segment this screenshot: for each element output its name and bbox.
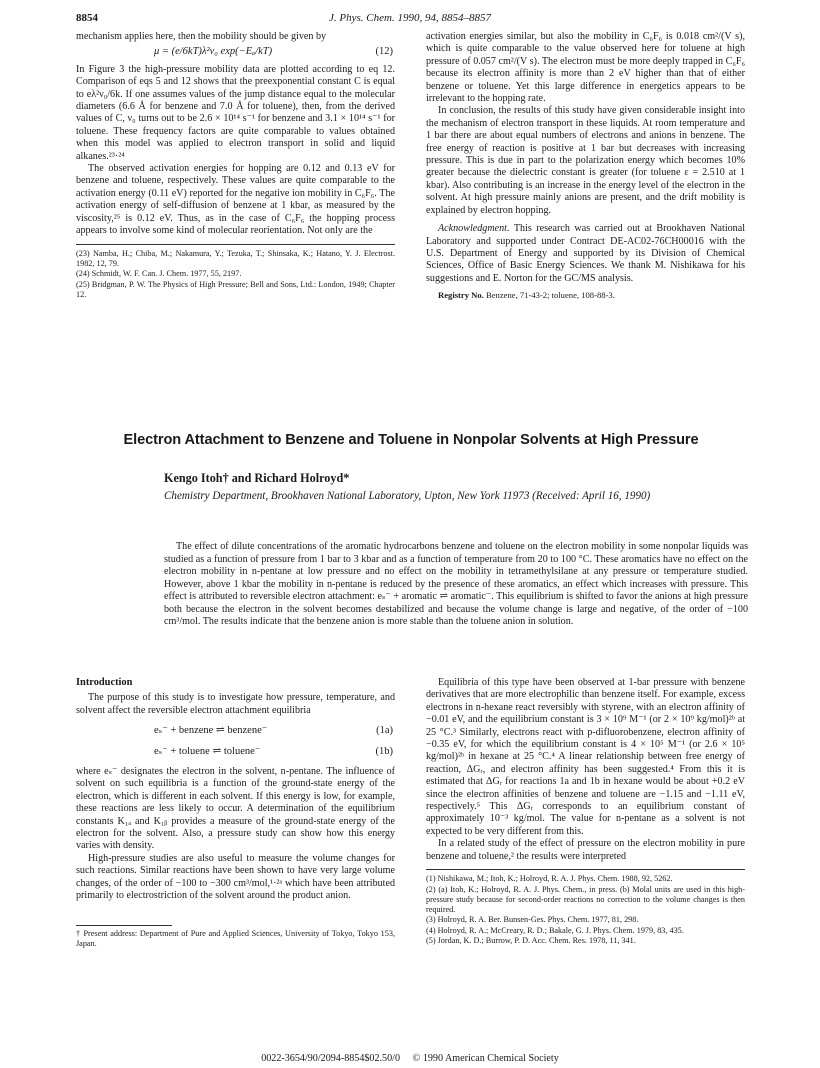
prev-article-right-column <box>426 31 745 301</box>
equation-number: (1a) <box>376 725 393 737</box>
paragraph: The observed activation energies for hopping are 0.12 and 0.13 eV for benzene and toluene, respectively. These values are quite comparable to the activation energy (0.11 eV) reported for the negative ion mobility in C₆F₆. The activation energy of self-diffusion of benzene at 1 kbar, as measured by the viscosity,²⁵ is 0.12 eV. Thus, as in the case of C₆F₆ the hopping process appears to involve some kind of molecular reorientation. Not only are the <box>76 163 395 237</box>
registry-text: Benzene, 71-43-2; toluene, 108-88-3. <box>485 290 615 301</box>
footnote-rule <box>76 925 172 926</box>
section-heading-introduction: Introduction <box>76 677 133 688</box>
acknowledgment-label: Acknowledgment. <box>438 223 510 235</box>
footnote-rule <box>76 244 395 245</box>
abstract: The effect of dilute concentrations of the aromatic hydrocarbons benzene and toluene on the electron mobility in some nonpolar liquids was studied as a function of pressure from 1 bar to 3 kbar and as a function of temperature from 20 to 100 °C. These aromatics have no effect on the electron mobility in n-pentane at low pressure and no effect on the mobility in tetramethylsilane at any pressure or temperature studied. However, above 1 kbar the mobility in n-pentane is reduced by the presence of these aromatics, an effect which increases with pressure. This effect is attributed to reversible electron attachment: eₛ⁻ + aromatic ⇌ aromatic⁻. This equilibrium is shifted to favor the anions at high pressure both because the electron in the solvent becomes destabilized and because the volume change is large and negative, of the order of −100 cm³/mol. The results indicate that the benzene anion is more stable than the toluene anion in solution. <box>164 541 748 627</box>
paragraph: activation energies similar, but also the mobility in C₆F₆ is 0.018 cm²/(V s), which is quite comparable to the value observed here for toluene at high pressure of 0.057 cm²/(V s). The electron must be more deeply trapped in C₆F₆ because its electron affinity is more than 2 eV higher than that of either benzene or toluene. Yet this large difference in energetics appears to be irrelevant to the hopping rate. <box>426 31 745 105</box>
footnote: † Present address: Department of Pure and Applied Sciences, University of Tokyo, Tokyo 153, Japan. <box>76 928 395 948</box>
paragraph: The purpose of this study is to investigate how pressure, temperature, and solvent affect the reversible electron attachment equilibria <box>76 692 395 716</box>
article-right-column <box>426 677 745 947</box>
registry-numbers <box>426 290 745 301</box>
footnote-rule <box>426 869 745 870</box>
registry-label: Registry No. <box>438 290 484 301</box>
copyright: © 1990 American Chemical Society <box>412 1053 559 1064</box>
equation-1b <box>76 746 395 758</box>
footnote: (24) Schmidt, W. F. Can. J. Chem. 1977, 55, 2197. <box>76 269 242 278</box>
paragraph: Equilibria of this type have been observed at 1-bar pressure with benzene derivatives that are more electrophilic than benzene itself. For example, excess electrons in n-hexane react reversibly with styrene, with an electron affinity of −0.01 eV, and the equilibrium constant is 3 × 10⁹ M⁻¹ (or 2 × 10⁹ kg/mol)²ᵇ at 25 °C.³ Similarly, electrons react with p-difluorobenzene, electron affinity of −0.35 eV, for which the equilibrium constant is 4 × 10⁵ M⁻¹ (or 2.6 × 10⁵ kg/mol)²ᵇ in hexane at 25 °C.⁴ A linear relationship between free energy of reaction, ΔGᵣ, and electron affinity has been suggested.⁴ From this it is estimated that ΔGᵣ for reactions 1a and 1b in hexane would be about +0.2 eV since the electron affinities of benzene and toluene are −1.15 and −1.11 eV, respectively.⁵ This ΔGᵣ corresponds to an equilibrium constant of approximately 10⁻³ kg/mol. The value for n-pentane as a solvent is not expected to be very different from this. <box>426 677 745 837</box>
paragraph: where eₛ⁻ designates the electron in the solvent, n-pentane. The influence of solvent on such equilibria is a function of the ground-state energy of the electron, which is different in each solvent. If this energy is low, for example, these reactions are less likely to occur. A determination of the equilibrium constants K₁ₐ and K₁ᵦ provides a measure of the ground-state energy of the electron for the solvent. Also, a pressure study can show how this energy varies with density. <box>76 766 395 852</box>
prev-article-left-column <box>76 31 395 300</box>
equation-number: (1b) <box>375 745 393 757</box>
equation-body: eₛ⁻ + benzene ⇌ benzene⁻ <box>154 725 268 737</box>
affiliation: Chemistry Department, Brookhaven National Laboratory, Upton, New York 11973 (Received: April 16, 1990) <box>164 490 651 502</box>
paragraph: In Figure 3 the high-pressure mobility data are plotted according to eq 12. Comparison of eqs 5 and 12 shows that the preexponential constant C is equal to eλ²ν₀/6k. If one assumes values of the jump distance equal to the molecular diameters (6.6 Å for benzene and 7.0 Å for toluene), then, from the derived values of C, ν₀ turns out to be 2.6 × 10¹⁴ s⁻¹ for benzene and 3.1 × 10¹⁴ s⁻¹ for toluene. These frequency factors are quite comparable to values obtained when this model was applied to electron transport in solid and liquid alkanes.²³·²⁴ <box>76 63 395 162</box>
footnotes <box>426 874 745 946</box>
paragraph: In conclusion, the results of this study have given considerable insight into the mechanism of electron transport in these liquids. At room temperature and 1 bar there are about equal numbers of electrons and anions in benzene. The free energy of reaction is positive at 1 bar but decreases with increasing pressure. This is due in part to the polarization energy which becomes 10% greater because the dielectric constant is greater (for toluene ε = 2.510 at 1 kbar). Also contributing is an increase in the energy level of the electron in the solvent. At high pressure mainly anions are present, and the drift mobility is explained by electron hopping. <box>426 105 745 216</box>
equation-body: μ = (e/6kT)λ²ν₀ exp(−Eₐ/kT) <box>154 46 273 58</box>
footnote: (1) Nishikawa, M.; Itoh, K.; Holroyd, R. A. J. Phys. Chem. 1988, 92, 5262. <box>426 874 673 884</box>
equation-1a <box>76 725 395 737</box>
paragraph: mechanism applies here, then the mobility should be given by <box>76 31 327 42</box>
acknowledgment-text: This research was carried out at Brookhaven National Laboratory and supported under Contract DE-AC02-76CH00016 with the U.S. Department of Energy and supported by its Division of Chemical Sciences, Office of Basic Energy Sciences. We thank M. Nishikawa for his suggestions and E. Norton for the GC/MS analysis. <box>426 223 745 284</box>
article-left-column <box>76 677 395 949</box>
acknowledgment <box>426 223 745 285</box>
footnote: (5) Jordan, K. D.; Burrow, P. D. Acc. Chem. Res. 1978, 11, 341. <box>426 936 636 946</box>
paragraph: In a related study of the effect of pressure on the electron mobility in pure benzene and toluene,² the results were interpreted <box>426 838 745 862</box>
equation-12 <box>76 46 395 58</box>
footnote: (4) Holroyd, R. A.; McCreary, R. D.; Bakale, G. J. Phys. Chem. 1979, 83, 435. <box>426 925 684 935</box>
running-head: J. Phys. Chem. 1990, 94, 8854–8857 <box>329 12 491 24</box>
paragraph: High-pressure studies are also useful to measure the volume changes for such reactions. Similar reactions have been shown to have very large volume changes, of the order of −100 to −300 cm³/mol,¹·²ᵃ which have been attributed primarily to electrostriction of the solvent around the product anion. <box>76 852 395 902</box>
footnote: (23) Namba, H.; Chiba, M.; Nakamura, Y.; Tezuka, T.; Shinsaka, K.; Hatano, Y. J. Electrost. 1982, 12, 79. <box>76 248 395 268</box>
footnotes <box>76 929 395 949</box>
equation-number: (12) <box>375 46 393 58</box>
footnote: (3) Holroyd, R. A. Ber. Bunsen-Ges. Phys. Chem. 1977, 81, 298. <box>426 915 639 925</box>
equation-body: eₛ⁻ + toluene ⇌ toluene⁻ <box>154 745 261 757</box>
footnote: (25) Bridgman, P. W. The Physics of High Pressure; Bell and Sons, Ltd.: London, 1949; Chapter 12. <box>76 279 395 299</box>
page-number: 8854 <box>76 12 98 24</box>
footnotes <box>76 249 395 300</box>
article-title: Electron Attachment to Benzene and Toluene in Nonpolar Solvents at High Pressure <box>123 432 699 448</box>
journal-code: 0022-3654/90/2094-8854$02.50/0 <box>261 1053 400 1064</box>
authors: Kengo Itoh† and Richard Holroyd* <box>164 471 350 485</box>
page-footer <box>0 1053 820 1064</box>
footnote: (2) (a) Itoh, K.; Holroyd, R. A. J. Phys. Chem., in press. (b) Molal units are used in this high-pressure study because for second-order reactions no correction to the volume changes is then required. <box>426 884 745 914</box>
